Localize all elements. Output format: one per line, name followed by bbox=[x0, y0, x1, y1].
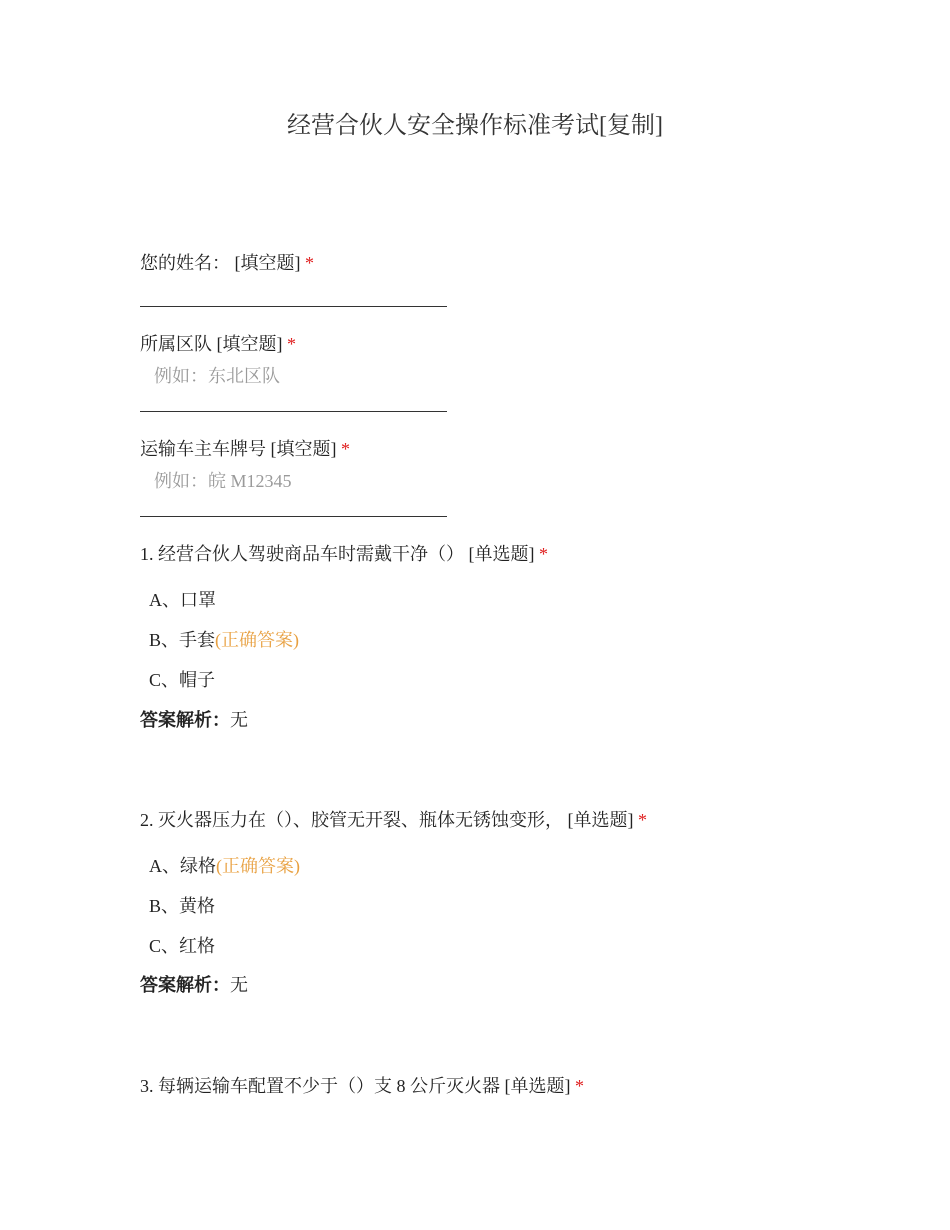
required-mark: * bbox=[575, 1076, 584, 1096]
question-3-label: 3. 每辆运输车配置不少于（）支 8 公斤灭火器 [单选题] * bbox=[140, 1076, 584, 1096]
required-mark: * bbox=[638, 810, 647, 830]
name-field-label: 您的姓名： [填空题] * bbox=[140, 253, 314, 273]
question-1-label: 1. 经营合伙人驾驶商品车时需戴干净（） [单选题] * bbox=[140, 544, 548, 564]
required-mark: * bbox=[341, 439, 350, 459]
question-2-option-b[interactable]: B、黄格 bbox=[149, 896, 216, 916]
question-1-option-c[interactable]: C、帽子 bbox=[149, 670, 216, 690]
question-1-analysis: 答案解析：无 bbox=[140, 710, 248, 730]
question-2-label: 2. 灭火器压力在（）、胶管无开裂、瓶体无锈蚀变形， [单选题] * bbox=[140, 810, 647, 830]
required-mark: * bbox=[287, 334, 296, 354]
question-2-option-c[interactable]: C、红格 bbox=[149, 936, 216, 956]
question-1-option-b[interactable]: B、手套(正确答案) bbox=[149, 630, 300, 650]
team-field-hint: 例如：东北区队 bbox=[154, 366, 280, 386]
correct-answer-tag: (正确答案) bbox=[215, 630, 300, 650]
question-1-option-a[interactable]: A、口罩 bbox=[149, 590, 216, 610]
plate-field-blank[interactable] bbox=[140, 516, 447, 517]
page-title: 经营合伙人安全操作标准考试[复制] bbox=[287, 113, 663, 139]
team-field-label: 所属区队 [填空题] * bbox=[140, 334, 296, 354]
plate-field-label: 运输车主车牌号 [填空题] * bbox=[140, 439, 350, 459]
required-mark: * bbox=[305, 253, 314, 273]
question-2-analysis: 答案解析：无 bbox=[140, 975, 248, 995]
correct-answer-tag: (正确答案) bbox=[216, 856, 300, 876]
name-field-blank[interactable] bbox=[140, 306, 447, 307]
plate-field-hint: 例如：皖 M12345 bbox=[154, 471, 292, 491]
question-2-option-a[interactable]: A、绿格(正确答案) bbox=[149, 856, 300, 876]
required-mark: * bbox=[539, 544, 548, 564]
team-field-blank[interactable] bbox=[140, 411, 447, 412]
